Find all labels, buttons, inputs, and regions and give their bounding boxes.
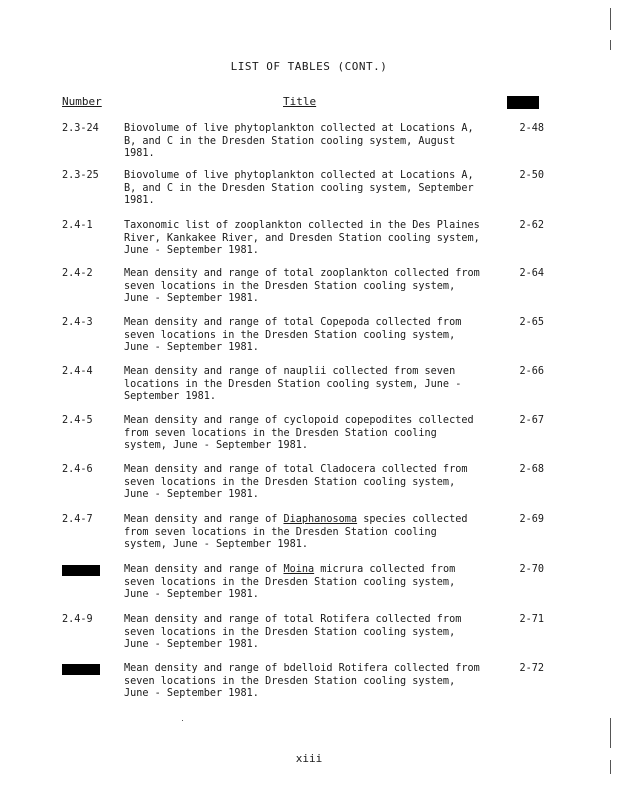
entry-title-line: seven locations in the Dresden Station cooling system, [124,476,456,488]
entry-title [124,220,494,258]
entry-number: 2.3-24 [62,123,99,134]
entry-page: 2-68 [519,464,544,475]
entry-title-line: Mean density and range of total zooplankton collected from [124,268,480,279]
entry-title-line: 1981. [124,195,155,206]
entry-title-line: seven locations in the Dresden Station cooling system, [124,329,456,341]
entry-title-text: species collected [357,514,468,525]
entry-page: 2-65 [519,317,544,328]
entry-title [124,464,494,502]
entry-number: 2.4-1 [62,220,93,231]
entry-title-line [124,564,494,577]
entry-title [124,564,494,602]
entry-title-line: Mean density and range of nauplii collected from seven [124,366,456,377]
column-header-number: Number [62,95,102,108]
entry-title-line: seven locations in the Dresden Station cooling system, [124,576,456,588]
page-column-redaction [507,96,539,109]
entry-title [124,663,494,701]
entry-title-line: June - September 1981. [124,639,259,650]
scan-artifact [610,718,611,748]
entry-title-line: B, and C in the Dresden Station cooling system, September [124,182,474,194]
entry-number: 2.4-3 [62,317,93,328]
entry-title-line: locations in the Dresden Station cooling system, June - [124,378,462,390]
entry-title-line: Taxonomic list of zooplankton collected in the Des Plaines [124,220,480,231]
entry-number-redaction [62,565,100,576]
entry-title-text: micrura collected from [314,564,456,575]
entry-title-line: June - September 1981. [124,489,259,500]
entry-title-line: seven locations in the Dresden Station cooling system, [124,280,456,292]
entry-title-line: Biovolume of live phytoplankton collected at Locations A, [124,123,474,134]
entry-title-line: September 1981. [124,391,217,402]
page-heading: LIST OF TABLES (CONT.) [230,60,388,73]
entry-title-line: seven locations in the Dresden Station cooling system, [124,675,456,687]
entry-title-line: June - September 1981. [124,293,259,304]
entry-title-line: June - September 1981. [124,589,259,600]
column-header-title: Title [283,95,317,108]
entry-title-line [124,514,494,527]
entry-page: 2-70 [519,564,544,575]
entry-page: 2-67 [519,415,544,426]
entry-title-line: Mean density and range of total Copepoda collected from [124,317,462,328]
entry-title [124,366,494,404]
entry-title-line: seven locations in the Dresden Station cooling system, [124,626,456,638]
entry-title-line: Mean density and range of cyclopoid copepodites collected [124,415,474,426]
entry-page: 2-64 [519,268,544,279]
entry-title [124,514,494,552]
entry-title [124,317,494,355]
entry-page: 2-62 [519,220,544,231]
entry-title-line: from seven locations in the Dresden Station cooling [124,526,437,538]
entry-title-line: June - September 1981. [124,342,259,353]
entry-title-line: River, Kankakee River, and Dresden Station cooling system, [124,232,480,244]
entry-title [124,614,494,652]
page-number: xiii [295,752,323,765]
entry-title-line: June - September 1981. [124,688,259,699]
entry-title-line: Biovolume of live phytoplankton collected at Locations A, [124,170,474,181]
entry-title-line: Mean density and range of total Cladocera collected from [124,464,468,475]
taxon-name: Diaphanosoma [283,514,358,525]
entry-title [124,170,494,208]
entry-title-text: Mean density and range of [124,564,284,575]
entry-page: 2-72 [519,663,544,674]
entry-title-line: Mean density and range of bdelloid Rotifera collected from [124,663,480,674]
entry-number: 2.4-7 [62,514,93,525]
entry-page: 2-69 [519,514,544,525]
entry-number-redaction [62,664,100,675]
scan-artifact [182,720,183,721]
entry-page: 2-66 [519,366,544,377]
entry-number: 2.4-6 [62,464,93,475]
entry-title-text: Mean density and range of [124,514,284,525]
entry-title-line: B, and C in the Dresden Station cooling system, August [124,135,456,147]
entry-number: 2.4-9 [62,614,93,625]
entry-title-line: system, June - September 1981. [124,440,309,451]
entry-number: 2.4-2 [62,268,93,279]
scan-artifact [610,760,611,774]
entry-page: 2-48 [519,123,544,134]
entry-title-line: 1981. [124,148,155,159]
entry-number: 2.4-5 [62,415,93,426]
taxon-name: Moina [283,564,315,575]
scan-artifact [610,8,611,30]
scan-artifact [610,40,611,50]
entry-title [124,415,494,453]
entry-title-line: Mean density and range of total Rotifera collected from [124,614,462,625]
entry-title [124,268,494,306]
entry-page: 2-71 [519,614,544,625]
entry-title-line: June - September 1981. [124,245,259,256]
entry-title-line: system, June - September 1981. [124,539,309,550]
entry-page: 2-50 [519,170,544,181]
entry-title-line: from seven locations in the Dresden Station cooling [124,427,437,439]
entry-title [124,123,494,161]
entry-number: 2.4-4 [62,366,93,377]
entry-number: 2.3-25 [62,170,99,181]
